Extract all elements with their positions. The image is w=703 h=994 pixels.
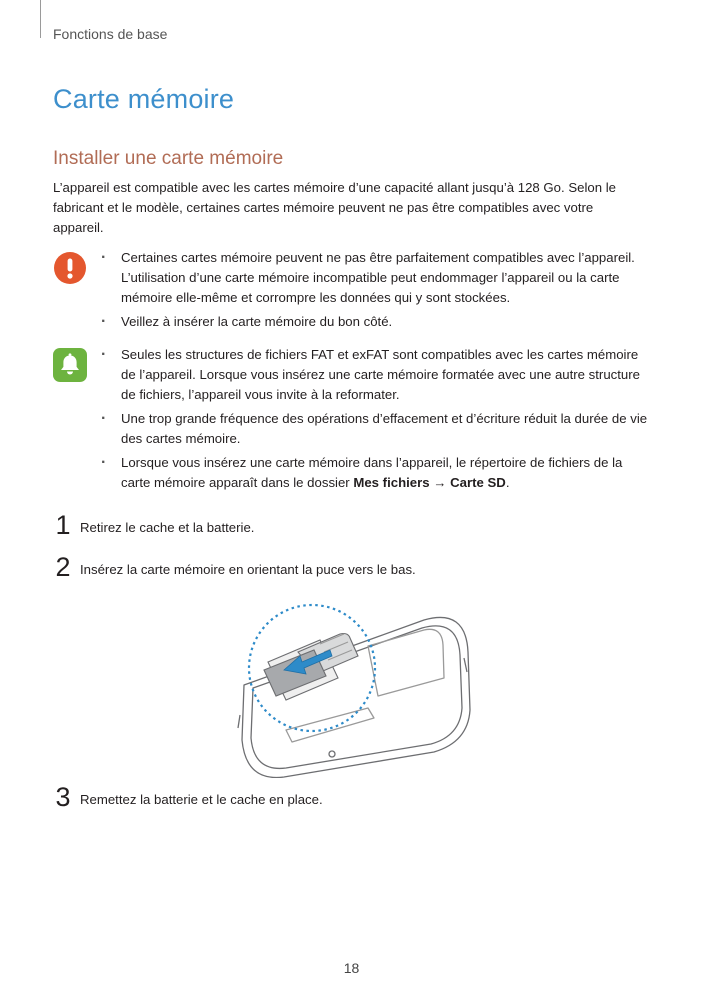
step-number: 1 bbox=[55, 510, 71, 540]
step-number: 2 bbox=[55, 552, 71, 582]
sentence-end: . bbox=[505, 475, 510, 491]
header-divider bbox=[40, 0, 41, 38]
step-number: 3 bbox=[55, 782, 71, 812]
info-item bbox=[101, 453, 653, 493]
warning-item: · Veillez à insérer la carte mémoire du bon côté. bbox=[101, 312, 653, 332]
step-text: Remettez la batterie et le cache en place. bbox=[80, 792, 323, 807]
bell-icon bbox=[53, 348, 87, 382]
warning-icon bbox=[53, 251, 87, 285]
folder-name: Mes fichiers bbox=[353, 475, 430, 491]
step-text: Retirez le cache et la batterie. bbox=[80, 520, 255, 535]
page-title: Carte mémoire bbox=[53, 84, 235, 114]
step-1 bbox=[53, 510, 653, 546]
page-number: 18 bbox=[343, 960, 360, 976]
info-item-text: Lorsque vous insérez une carte mémoire dans l’appareil, le répertoire de fichiers de la carte mémoire apparaît dans le dossier bbox=[121, 455, 623, 491]
arrow-glyph: → bbox=[429, 475, 451, 491]
step-text: Insérez la carte mémoire en orientant la puce vers le bas. bbox=[80, 562, 416, 577]
info-item: · Une trop grande fréquence des opérations d’effacement et d’écriture réduit la durée de vie des cartes mémoire. bbox=[101, 409, 653, 449]
target-name: Carte SD bbox=[450, 475, 506, 491]
section-label: Fonctions de base bbox=[53, 26, 168, 42]
intro-paragraph: L’appareil est compatible avec les cartes mémoire d’une capacité allant jusqu’à 128 Go. Selon le fabricant et le modèle, certaines cartes mémoire peuvent ne pas être compatibles avec votre appareil. bbox=[53, 180, 616, 235]
info-note bbox=[53, 345, 653, 497]
warning-note bbox=[53, 248, 653, 336]
warning-item: · Certaines cartes mémoire peuvent ne pas être parfaitement compatibles avec l’appareil. L’utilisation d’une carte mémoire incompatible peut endommager l’appareil ou la carte mémoire elle-même et corrompre les données qui y sont stockées. bbox=[101, 248, 653, 309]
step-3 bbox=[53, 782, 653, 818]
subsection-title: Installer une carte mémoire bbox=[53, 148, 284, 169]
memory-card-illustration bbox=[228, 600, 476, 778]
step-2 bbox=[53, 552, 653, 588]
info-item: · Seules les structures de fichiers FAT et exFAT sont compatibles avec les cartes mémoire de l’appareil. Lorsque vous insérez une carte mémoire formatée avec une autre structure de fichiers, l’appareil vous invite à la reformater. bbox=[101, 345, 653, 406]
